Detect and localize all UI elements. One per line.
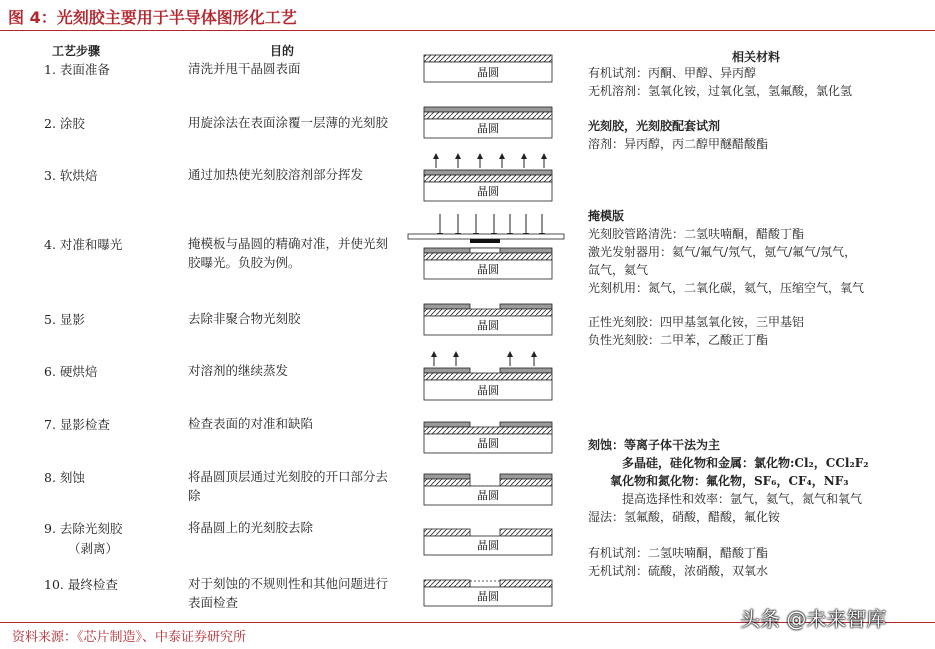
purpose-3: 通过加热使光刻胶溶剂部分挥发 [188,167,364,182]
wafer-label: 晶圆 [477,590,499,603]
process-diagram [406,40,566,624]
title-bar [0,0,935,31]
source-note: 资料来源：《芯片制造》、中泰证券研究所 [12,630,247,645]
step-1: 1. 表面准备 [44,62,110,77]
wafer-step-4 [408,214,564,279]
wafer-step-9 [424,529,552,555]
material-line: 氧化物和氮化物：氟化物，SF₆，CF₄，NF₃ [610,474,849,488]
materials-group-5 [588,436,933,526]
purpose-6: 对溶剂的继续蒸发 [188,363,289,378]
purpose-7: 检查表面的对准和缺陷 [188,416,314,431]
wafer-step-8 [424,474,552,505]
wafer-step-2 [424,107,552,138]
materials-group-3 [588,207,933,297]
wafer-label: 晶圆 [477,122,499,135]
purpose-10: 对于刻蚀的不规则性和其他问题进行表面检查 [188,576,389,610]
purpose-2: 用旋涂法在表面涂覆一层薄的光刻胶 [188,115,389,130]
material-line: 有机试剂：丙酮、甲醇、异丙醇 [588,66,757,80]
material-line: 激光发射器用：氦气/氟气/氖气，氪气/氟气/氖气， [588,245,857,259]
purpose-9: 将晶圆上的光刻胶去除 [188,520,314,535]
material-group-title: 刻蚀：等离子体干法为主 [588,438,721,452]
wafer-label: 晶圆 [477,66,499,79]
material-line: 光刻胶管路清洗：二氢呋喃酮，醋酸丁酯 [588,227,805,241]
header-purpose: 目的 [270,44,295,58]
header-step: 工艺步骤 [52,44,101,58]
wafer-step-10 [424,580,552,606]
step-3: 3. 软烘焙 [44,168,98,183]
material-group-title: 掩模版 [588,209,625,223]
step-7: 7. 显影检查 [44,417,110,432]
header-materials: 相关材料 [732,50,781,64]
purpose-4: 掩模板与晶圆的精确对准，并使光刻胶曝光。负胶为例。 [188,236,389,270]
material-line: 提高选择性和效率：氩气，氦气，氮气和氧气 [622,492,863,506]
material-line: 负性光刻胶：二甲苯，乙酸正丁酯 [588,333,769,347]
material-line: 无机试剂：硫酸，浓硝酸，双氧水 [588,564,769,578]
wafer-label: 晶圆 [477,489,499,502]
wafer-label: 晶圆 [477,263,499,276]
step-4: 4. 对准和曝光 [44,237,123,252]
step-9-sub: （剥离） [68,541,119,556]
purpose-8: 将晶圆顶层通过光刻胶的开口部分去除 [188,469,389,503]
material-line: 光刻机用：氮气，二氧化碳，氦气，压缩空气，氧气 [588,281,865,295]
wafer-step-6 [424,354,552,400]
materials-group-2 [588,117,933,153]
step-9: 9. 去除光刻胶 [44,521,123,536]
wafer-step-3 [424,156,552,201]
purpose-1: 清洗并甩干晶圆表面 [188,61,301,76]
wafer-step-5 [424,304,552,335]
wafer-label: 晶圆 [477,384,499,397]
materials-group-6 [588,544,933,580]
figure-title: 图 4：光刻胶主要用于半导体图形化工艺 [8,8,297,27]
material-line: 有机试剂：二氢呋喃酮，醋酸丁酯 [588,546,769,560]
wafer-step-7 [424,422,552,453]
material-line: 溶剂：异丙醇，丙二醇甲醚醋酸酯 [588,137,769,151]
material-line: 无机溶剂：氢氧化铵，过氧化氢，氢氟酸，氯化氢 [588,84,853,98]
wafer-step-1 [424,55,552,82]
wafer-label: 晶圆 [477,437,499,450]
purpose-5: 去除非聚合物光刻胶 [188,311,301,326]
step-8: 8. 刻蚀 [44,470,85,485]
step-2: 2. 涂胶 [44,116,85,131]
wafer-label: 晶圆 [477,185,499,198]
material-line: 氙气，氦气 [588,263,649,277]
material-line: 湿法：氢氟酸，硝酸，醋酸，氟化铵 [588,510,781,524]
materials-group-4 [588,313,933,349]
material-line: 正性光刻胶：四甲基氢氧化铵，三甲基铝 [588,315,805,329]
materials-group-1 [588,64,933,100]
wafer-label: 晶圆 [477,539,499,552]
material-line: 多晶硅，硅化物和金属：氯化物:Cl₂，CCl₂F₂ [622,456,869,470]
step-5: 5. 显影 [44,312,85,327]
wafer-label: 晶圆 [477,319,499,332]
step-6: 6. 硬烘焙 [44,364,98,379]
material-group-title: 光刻胶，光刻胶配套试剂 [588,119,721,133]
step-10: 10. 最终检查 [44,577,118,592]
watermark: 头条 @未来智库 [740,607,887,631]
